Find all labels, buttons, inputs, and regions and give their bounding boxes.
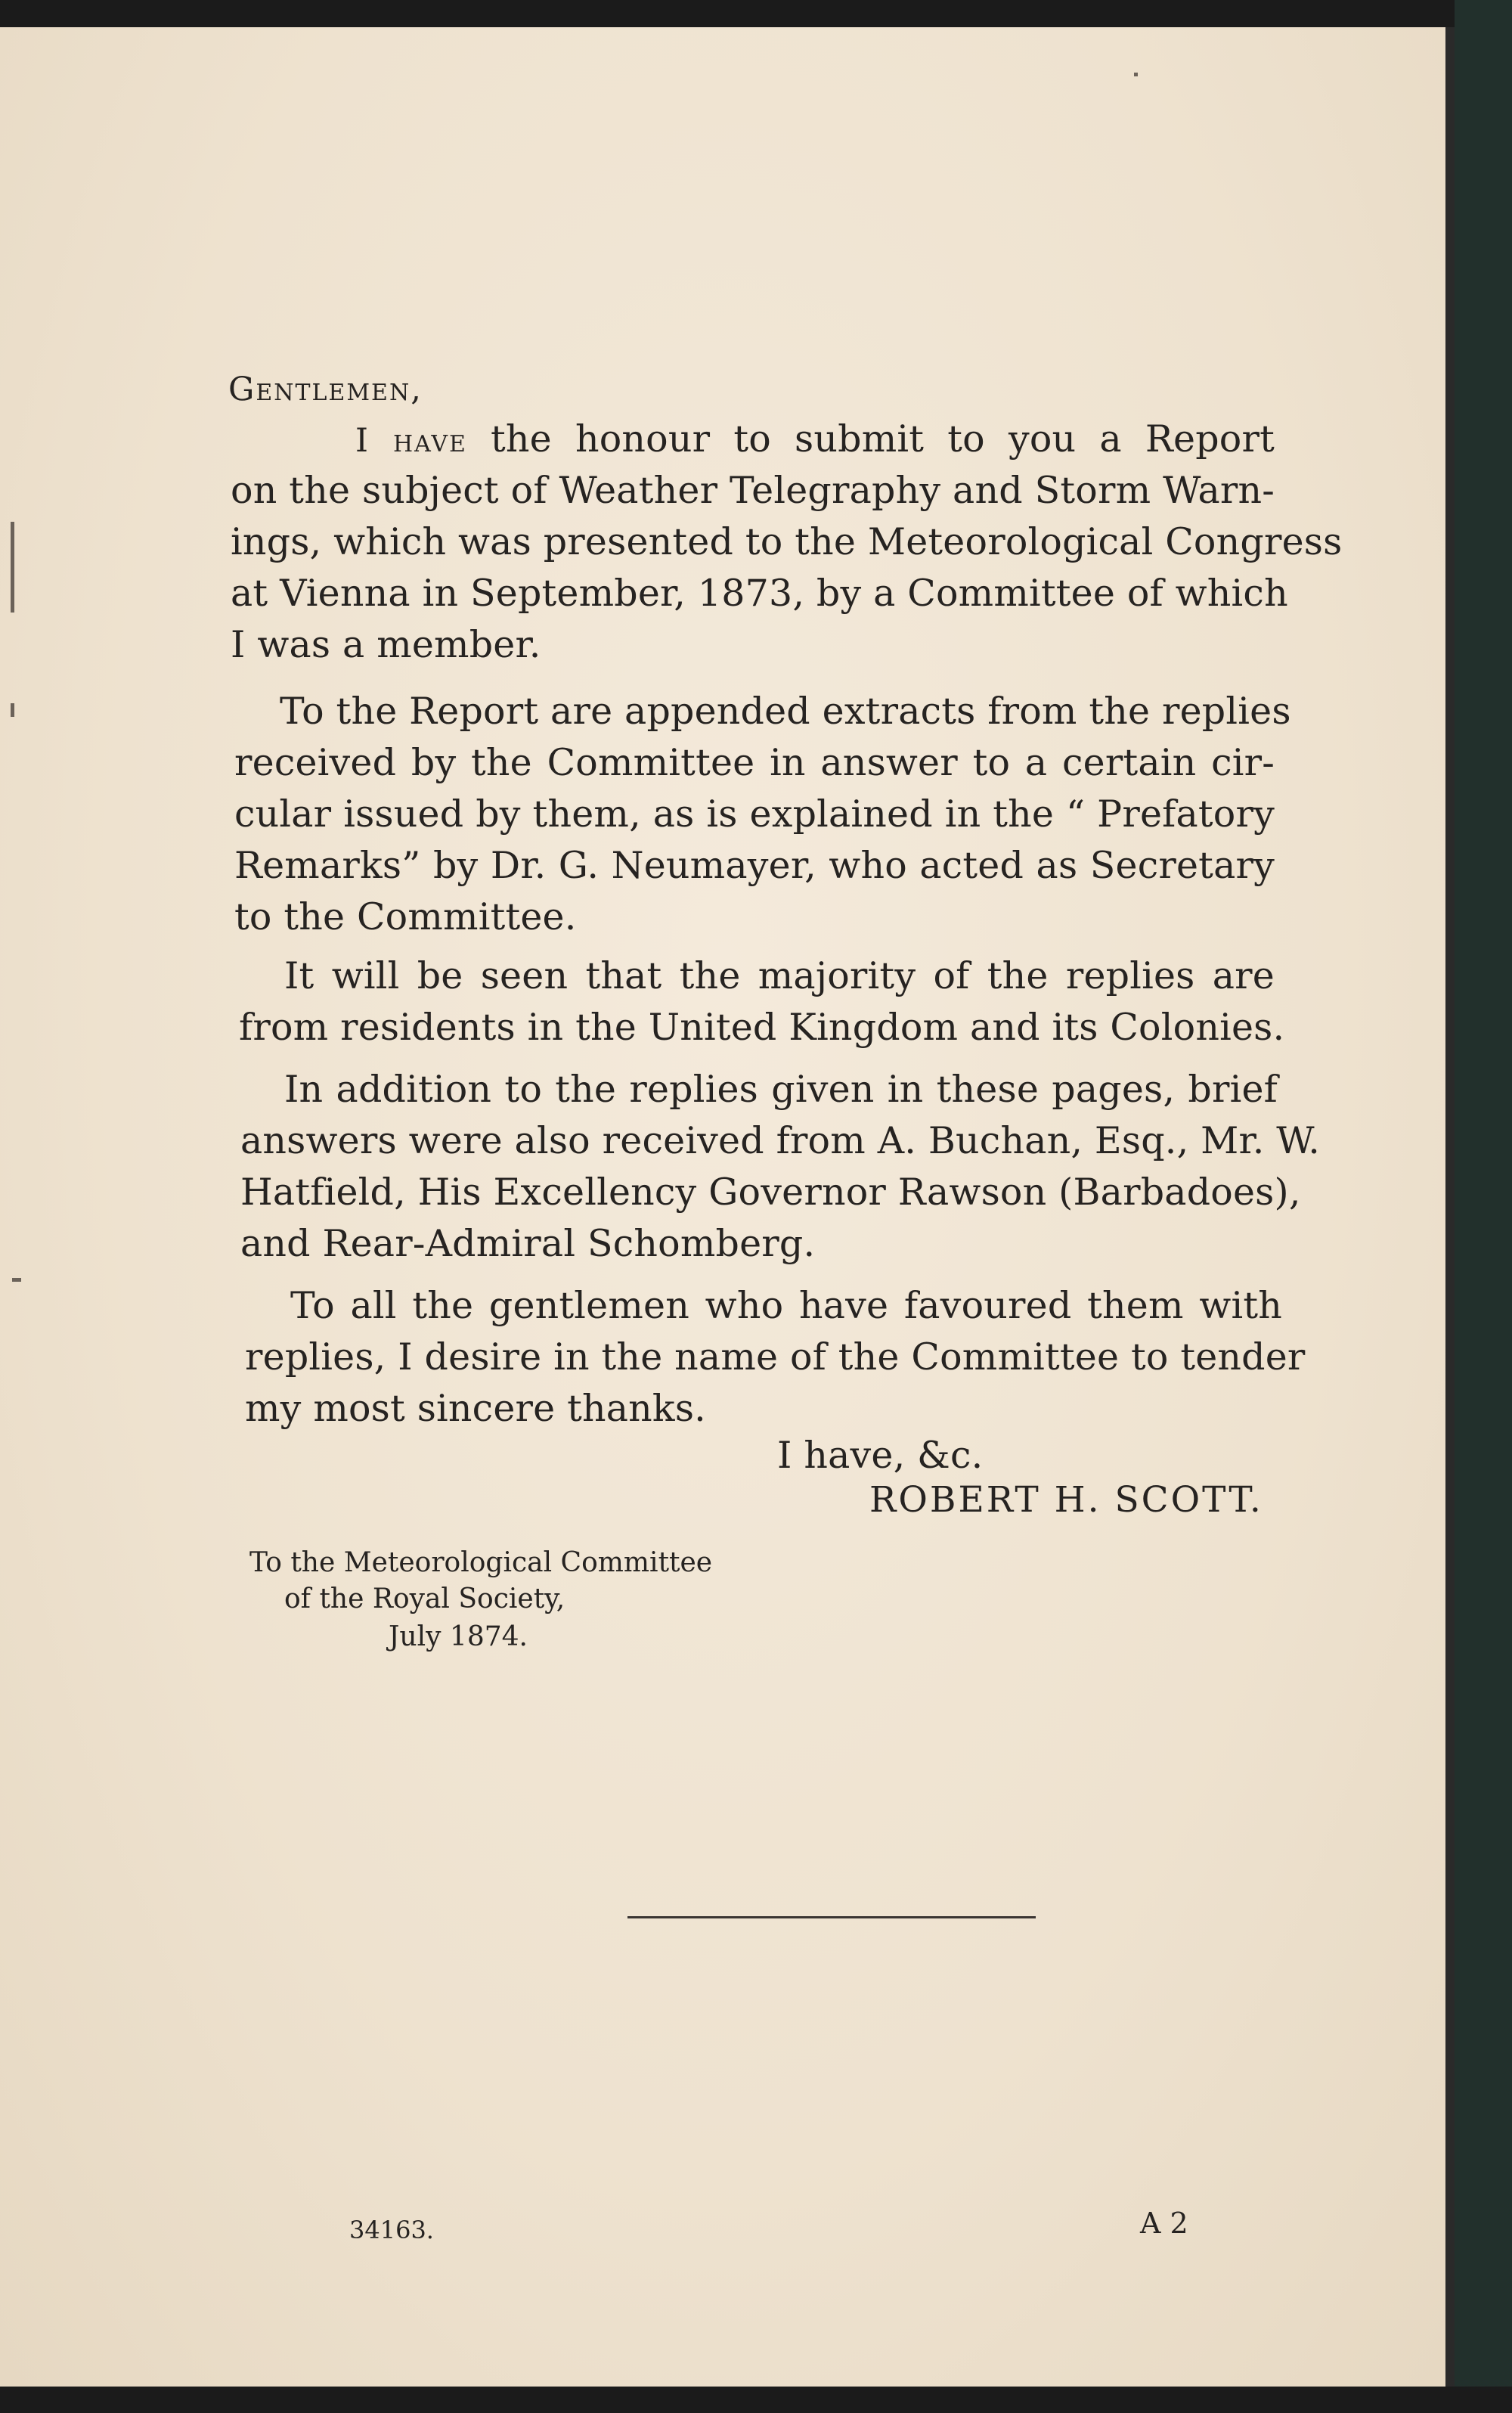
margin-mark [1134, 73, 1138, 76]
paragraph-3-line-1 [284, 954, 1275, 997]
signature-mark: A 2 [1140, 2207, 1188, 2240]
paragraph-1-line-3 [231, 520, 1343, 563]
paragraph-2-line-3-text: cular issued by them, as is explained in the “ Prefatory [234, 792, 1275, 836]
horizontal-rule [627, 1916, 1036, 1918]
print-number: 34163. [349, 2216, 434, 2244]
paragraph-3-line-2: from residents in the United Kingdom and its Colonies. [239, 1006, 1285, 1049]
salutation: Gentlemen, [228, 371, 423, 408]
paragraph-4-line-3 [240, 1171, 1301, 1214]
paragraph-2-line-4-text: Remarks” by Dr. G. Neumayer, who acted as Secretary [234, 844, 1275, 887]
paragraph-1-line-2 [231, 469, 1275, 512]
paragraph-5-line-1-text: To all the gentlemen who have favoured them with [290, 1284, 1282, 1327]
address-line-3: July 1874. [389, 1621, 528, 1652]
paragraph-2-line-2 [234, 741, 1275, 784]
paragraph-2-line-3 [234, 792, 1275, 836]
paragraph-1-line-5: I was a member. [231, 623, 541, 666]
margin-mark [12, 1278, 21, 1282]
address-line-1: To the Meteorological Committee [249, 1547, 713, 1578]
paragraph-3-line-1-text: It will be seen that the majority of the replies are [284, 954, 1275, 997]
paragraph-2-line-2-text: received by the Committee in answer to a certain cir- [234, 741, 1275, 784]
paragraph-1-line-1-text: the honour to submit to you a Report [491, 417, 1275, 461]
signature: ROBERT H. SCOTT. [869, 1479, 1263, 1521]
paragraph-5-line-3: my most sincere thanks. [245, 1387, 706, 1430]
paragraph-2-line-1-text: To the Report are appended extracts from the replies [280, 690, 1291, 733]
paragraph-2-line-1 [280, 690, 1291, 733]
paragraph-5-line-1 [290, 1284, 1282, 1327]
paragraph-4-line-4: and Rear-Admiral Schomberg. [240, 1222, 816, 1265]
paragraph-4-line-2 [240, 1119, 1321, 1162]
paragraph-1-first-word: I have [355, 422, 467, 460]
paragraph-4-line-2-text: answers were also received from A. Buchan, Esq., Mr. W. [240, 1119, 1321, 1162]
paragraph-1-line-4 [231, 572, 1288, 615]
paragraph-4-line-3-text: Hatfield, His Excellency Governor Rawson (Barbadoes), [240, 1171, 1301, 1214]
paragraph-2-line-5: to the Committee. [234, 895, 577, 938]
paragraph-4-line-1 [284, 1068, 1278, 1111]
paragraph-2-line-4 [234, 844, 1275, 887]
paragraph-1-line-1 [355, 417, 1275, 461]
margin-mark [11, 522, 14, 613]
book-cover-right-edge [1455, 0, 1512, 2413]
paragraph-1-line-4-text: at Vienna in September, 1873, by a Committee of which [231, 572, 1288, 615]
paragraph-1-line-3-text: ings, which was presented to the Meteorological Congress [231, 520, 1343, 563]
closing: I have, &c. [777, 1434, 984, 1477]
paragraph-5-line-2 [245, 1335, 1306, 1379]
page-gutter-shadow [1445, 27, 1455, 2387]
address-line-2: of the Royal Society, [284, 1583, 565, 1614]
paragraph-5-line-2-text: replies, I desire in the name of the Committee to tender [245, 1335, 1306, 1379]
margin-mark [11, 703, 14, 717]
paragraph-1-line-2-text: on the subject of Weather Telegraphy and Storm Warn- [231, 469, 1275, 512]
book-cover-top-edge [0, 0, 1512, 27]
paragraph-4-line-1-text: In addition to the replies given in these pages, brief [284, 1068, 1278, 1111]
book-cover-bottom-edge [0, 2387, 1512, 2413]
